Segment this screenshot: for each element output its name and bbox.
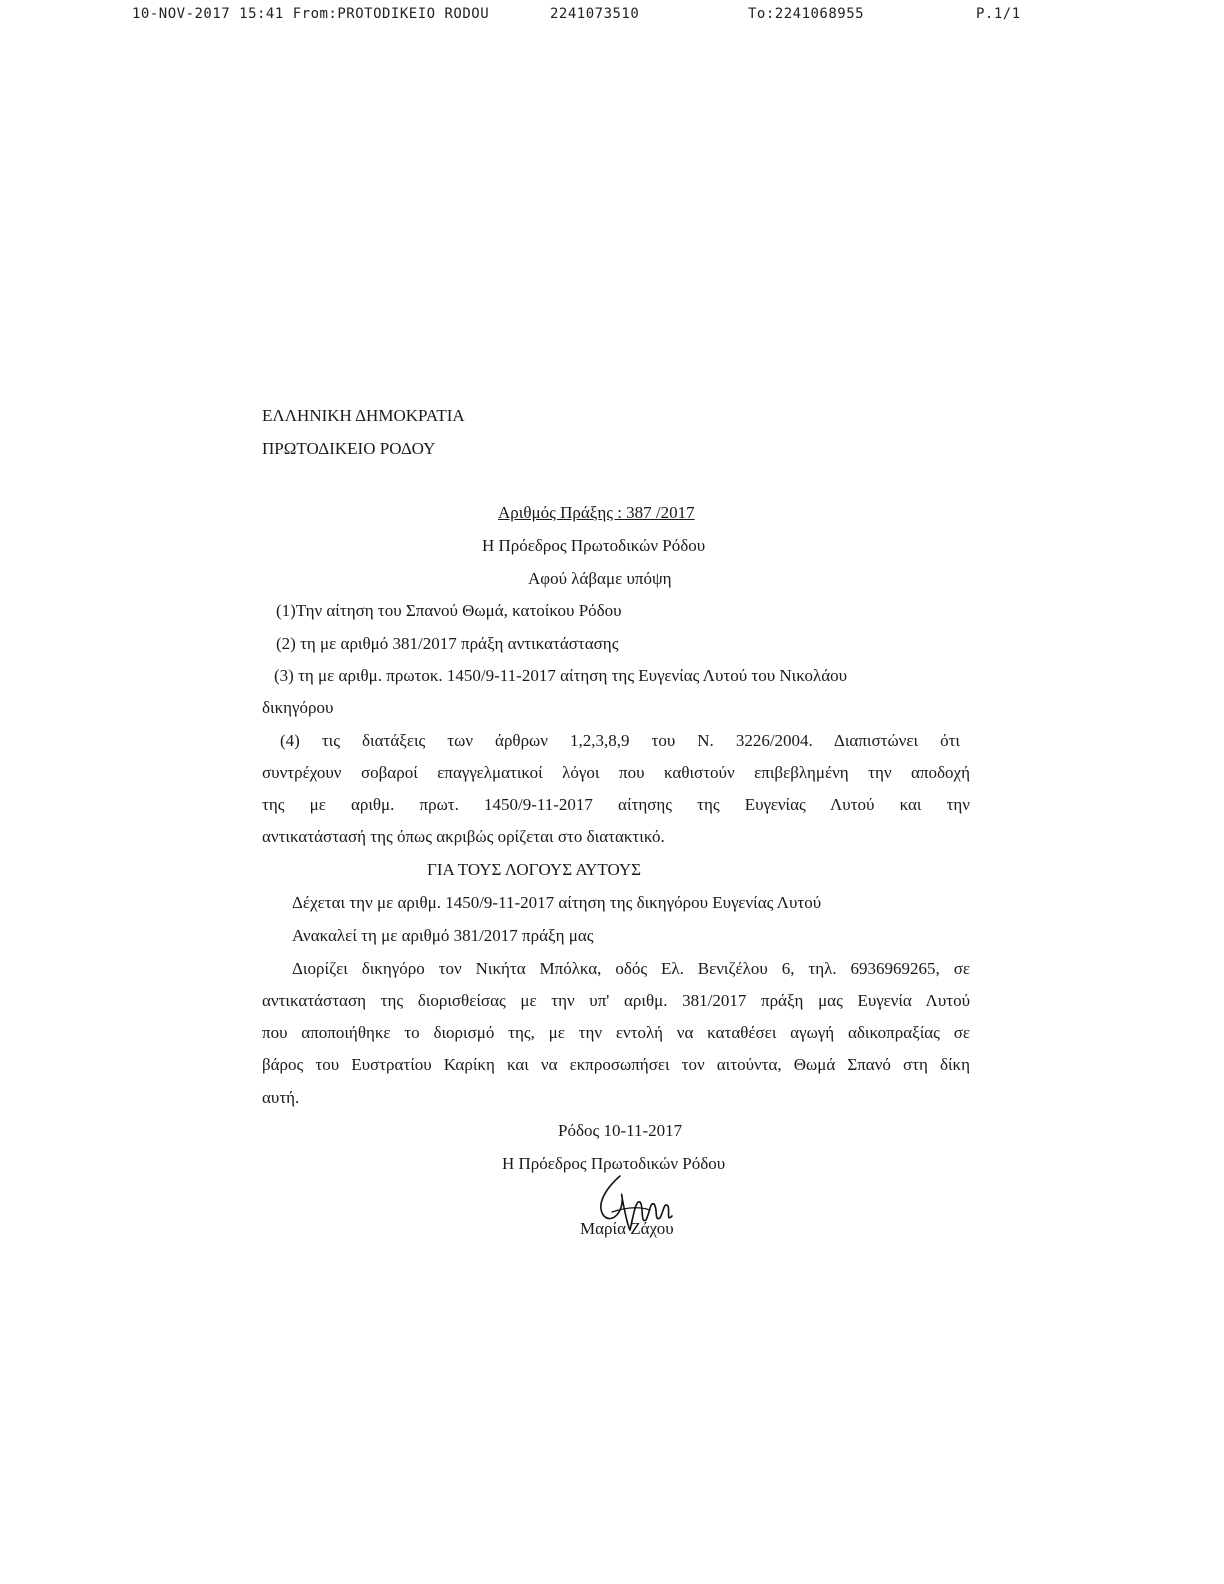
considering-item-4-line: αντικατάστασή της όπως ακριβώς ορίζεται στο διατακτικό. xyxy=(262,827,665,846)
signatory-title: Η Πρόεδρος Πρωτοδικών Ρόδου xyxy=(502,1154,726,1173)
considering-item-2: (2) τη με αριθμό 381/2017 πράξη αντικατάστασης xyxy=(276,634,619,653)
appointment-line: βάρος του Ευστρατίου Καρίκη και να εκπροσωπήσει τον αιτούντα, Θωμά Σπανό στη δίκη xyxy=(262,1055,970,1074)
reasons-heading: ΓΙΑ ΤΟΥΣ ΛΟΓΟΥΣ ΑΥΤΟΥΣ xyxy=(427,860,642,879)
ruling-revoke: Ανακαλεί τη με αριθμό 381/2017 πράξη μας xyxy=(292,926,594,945)
appointment-line: που αποποιήθηκε το διορισμό της, με την εντολή να καταθέσει αγωγή αδικοπραξίας σε xyxy=(262,1023,970,1042)
appointment-line: Διορίζει δικηγόρο τον Νικήτα Μπόλκα, οδός Ελ. Βενιζέλου 6, τηλ. 6936969265, σε xyxy=(292,959,970,978)
act-number: Αριθμός Πράξης : 387 /2017 xyxy=(498,503,695,522)
place-date: Ρόδος 10-11-2017 xyxy=(558,1121,683,1140)
ruling-accept: Δέχεται την με αριθμ. 1450/9-11-2017 αίτηση της δικηγόρου Ευγενίας Λυτού xyxy=(292,893,822,912)
fax-datetime-from: 10-NOV-2017 15:41 From:PROTODIKEIO RODOU xyxy=(132,6,490,22)
court-heading: ΠΡΩΤΟΔΙΚΕΙΟ ΡΟΔΟΥ xyxy=(262,439,436,458)
handwritten-signature-icon xyxy=(590,1172,680,1236)
signatory-name: Μαρία Ζάχου xyxy=(580,1219,674,1238)
considering-item-1: (1)Την αίτηση του Σπανού Θωμά, κατοίκου Ρόδου xyxy=(276,601,622,620)
considering-item-4-line: συντρέχουν σοβαροί επαγγελματικοί λόγοι που καθιστούν επιβεβλημένη την αποδοχή xyxy=(262,763,970,782)
fax-page-number: P.1/1 xyxy=(976,6,1021,22)
president-heading: Η Πρόεδρος Πρωτοδικών Ρόδου xyxy=(482,536,706,555)
appointment-line: αντικατάσταση της διορισθείσας με την υπ' αριθμ. 381/2017 πράξη μας Ευγενία Λυτού xyxy=(262,991,970,1010)
appointment-line: αυτή. xyxy=(262,1088,300,1107)
fax-from-number: 2241073510 xyxy=(550,6,640,22)
considering-item-3-cont: δικηγόρου xyxy=(262,698,334,717)
considering-heading: Αφού λάβαμε υπόψη xyxy=(528,569,672,588)
considering-item-3: (3) τη με αριθμ. πρωτοκ. 1450/9-11-2017 αίτηση της Ευγενίας Λυτού του Νικολάου xyxy=(274,666,848,685)
fax-to-number: To:2241068955 xyxy=(748,6,865,22)
republic-heading: ΕΛΛΗΝΙΚΗ ΔΗΜΟΚΡΑΤΙΑ xyxy=(262,406,465,425)
considering-item-4-line: της με αριθμ. πρωτ. 1450/9-11-2017 αίτησης της Ευγενίας Λυτού και την xyxy=(262,795,970,814)
considering-item-4-line: (4) τις διατάξεις των άρθρων 1,2,3,8,9 του Ν. 3226/2004. Διαπιστώνει ότι xyxy=(280,731,960,750)
